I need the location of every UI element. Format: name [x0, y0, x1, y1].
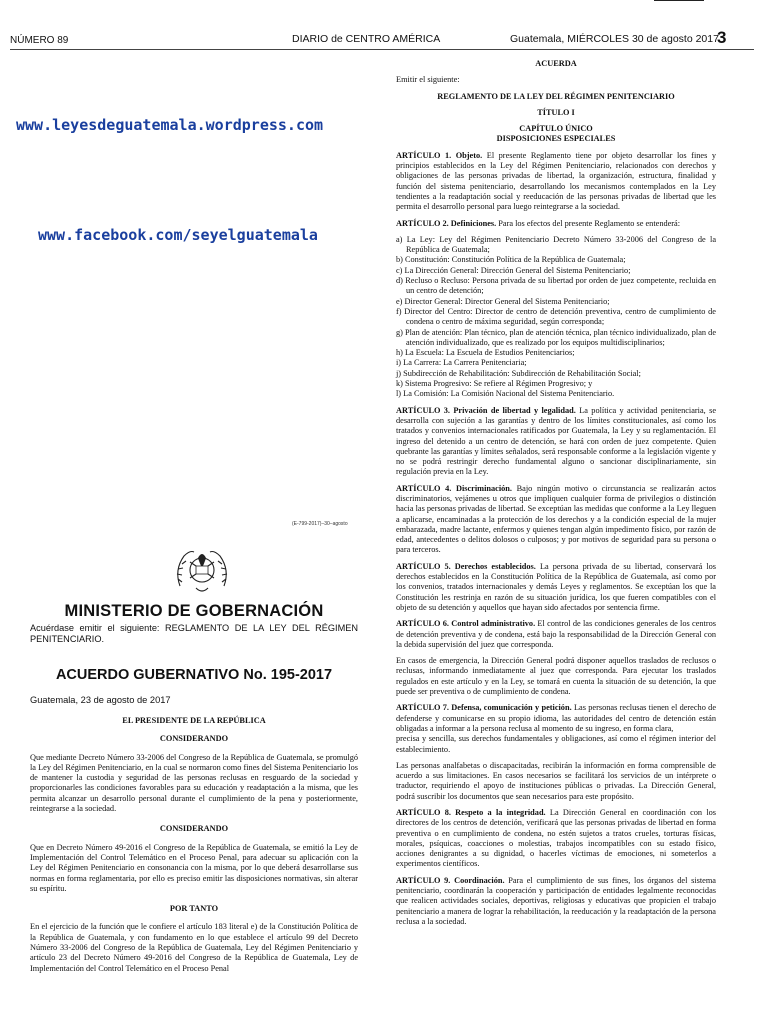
article-7-continuation: precisa y sencilla, sus derechos fundamentales y obligaciones, así como el régimen interior del establecimiento. — [396, 734, 716, 754]
page-header — [10, 28, 750, 49]
article-8-text: La Dirección General en coordinación con los directores de los centros de detención, verificará que las personas privadas de libertad en forma preventiva o en cumplimiento de condena, no estén sujetos a tratos crueles, torturas físicas, morales, psíquicas, coacciones o molestias, trabajos incompatibles con su estado físico, acciones denigrantes a su dignidad, o hacerles víctimas de emociones, ni someterlos a experimentos científicos. — [396, 808, 717, 869]
list-item: d) Recluso o Recluso: Persona privada de su libertad por orden de juez competente, recluida en un centro de detención; — [396, 276, 716, 296]
list-item: l) La Comisión: La Comisión Nacional del Sistema Penitenciario. — [396, 389, 615, 399]
capitulo-heading: CAPÍTULO ÚNICO — [519, 124, 593, 134]
article-3 — [396, 406, 716, 478]
article-2-text: Para los efectos del presente Reglamento se entenderá: — [498, 218, 681, 228]
article-5-heading: ARTÍCULO 5. Derechos establecidos. — [396, 561, 536, 571]
header-rule — [10, 49, 754, 50]
newspaper-name: DIARIO de CENTRO AMÉRICA — [292, 33, 441, 45]
considerando-2-heading: CONSIDERANDO — [159, 824, 229, 834]
article-1-heading: ARTÍCULO 1. Objeto. — [396, 150, 483, 160]
right-column-text — [396, 59, 716, 933]
article-6 — [396, 619, 716, 650]
blog-link[interactable]: www.leyesdeguatemala.wordpress.com — [16, 116, 324, 134]
ministry-subtitle: Acuérdase emitir el siguiente: REGLAMENTO DE LA LEY DEL RÉGIMEN PENITENCIARIO. — [30, 623, 358, 644]
list-item: f) Director del Centro: Director de centro de detención preventiva, centro de cumplimiento de condena o centro de máxima seguridad, según corresponda; — [396, 306, 716, 327]
considerando-1-heading: CONSIDERANDO — [159, 734, 229, 744]
article-7-paragraph-2: Las personas analfabetas o discapacitadas, recibirán la información en forma comprensible de acuerdo a sus limitaciones. En casos necesarios se facilitará los servicios de un intérprete o traductor, requiriendo el apoyo de instituciones públicas o privadas. La Dirección General, podrá suscribir los documentos que sean necesarios para este propósito. — [396, 760, 716, 801]
acuerdo-date: Guatemala, 23 de agosto de 2017 — [30, 695, 171, 705]
ministry-block — [30, 602, 358, 645]
list-item: b) Constitución: Constitución Política de la República de Guatemala; — [396, 255, 626, 265]
por-tanto-heading: POR TANTO — [169, 904, 219, 914]
article-3-text: La política y actividad penitenciaria, se desarrolla con sujeción a las garantías y dentro de los límites constitucionales, así como los tratados y convenios internacionales ratificados por Guatemala, la Ley y su reglamentación. El ingreso del detenido a un centro de detención, se hará con orden de juez competente. Quien quebrante las garantías y límites señalados, será responsable conforme a la legislación vigente y no se podrá restringir derecho fundamental alguno o sancionar disciplinariamente, sin regulación previa en la Ley. — [396, 405, 717, 477]
president-heading: EL PRESIDENTE DE LA REPÚBLICA — [122, 716, 266, 725]
issue-number: NÚMERO 89 — [10, 35, 69, 46]
publication-reference: (E-799-2017)–30–agosto — [292, 521, 348, 527]
list-item: j) Subdirección de Rehabilitación: Subdirección de Rehabilitación Social; — [396, 368, 641, 378]
emitir-text: Emitir el siguiente: — [396, 75, 460, 85]
reglamento-heading: REGLAMENTO DE LA LEY DEL RÉGIMEN PENITENCIARIO — [437, 91, 675, 101]
article-7 — [396, 703, 716, 734]
article-6-heading: ARTÍCULO 6. Control administrativo. — [396, 619, 536, 629]
list-item: h) La Escuela: La Escuela de Estudios Penitenciarios; — [396, 348, 575, 358]
list-item: e) Director General: Director General del Sistema Penitenciario; — [396, 296, 610, 306]
article-8-heading: ARTÍCULO 8. Respeto a la integridad. — [396, 808, 546, 817]
list-item: k) Sistema Progresivo: Se refiere al Régimen Progresivo; y — [396, 379, 593, 389]
titulo-heading: TÍTULO I — [537, 107, 575, 117]
article-9-text: Para el cumplimiento de sus fines, los órganos del sistema penitenciario, coordinarán la cooperación y participación de entidades legalmente reconocidas que realicen actividades sociales, deportivas, religiosas y educativas que propicien el trabajo penitenciario a manera de lograr la rehabilitación, la reeducación y la readaptación de la persona reclusa a la sociedad. — [396, 875, 716, 926]
list-item: g) Plan de atención: Plan técnico, plan de atención técnica, plan técnico individualizado, plan de atención individualizado, que es realizado por los equipos multidisciplinarios; — [396, 327, 716, 347]
considerando-2-text: Que en Decreto Número 49-2016 el Congreso de la República de Guatemala, se emitió la Ley de Implementación del Control Telemático en el Proceso Penal, para adecuar su aplicación con la Ley del Régimen Penitenciario en consonancia con la misma, por lo que deberá desarrollarse sus normas en forma reglamentaria, por ello es preciso emitir las disposiciones normativas, sin alterar su espíritu. — [30, 842, 358, 893]
issue-date: Guatemala, MIÉRCOLES 30 de agosto 2017 — [510, 33, 719, 45]
article-4 — [396, 484, 716, 556]
page-number: 3 — [717, 28, 727, 47]
definitions-list — [396, 235, 716, 400]
disposiciones-heading: DISPOSICIONES ESPECIALES — [496, 134, 616, 144]
article-9-heading: ARTÍCULO 9. Coordinación. — [396, 875, 505, 885]
article-6-paragraph-2: En casos de emergencia, la Dirección General podrá disponer aquellos traslados de reclusos o reclusas, informando inmediatamente al juez que corresponda. Para ejecutar los traslados regulados en este artículo y en la Ley, se tomará en cuenta la situación de su detención, la que puede ser preventiva o de cumplimiento de condena. — [396, 656, 716, 697]
article-2 — [396, 219, 716, 229]
por-tanto-text: En el ejercicio de la función que le confiere el artículo 183 literal e) de la Constitución Política de la República de Guatemala, y con fundamento en lo que establece el artículo 99 del Decreto Número 33-2006 del Congreso de la República de Guatemala, Ley del Régimen Penitenciario y artículo 23 del Decreto Número 49-2016 del Congreso de la República de Guatemala, Ley de Implementación del Control Telemático en el Proceso Penal — [30, 922, 358, 973]
acuerdo-title: ACUERDO GUBERNATIVO No. 195-2017 — [55, 667, 333, 683]
considerando-1-text: Que mediante Decreto Número 33-2006 del Congreso de la República de Guatemala, se promulgó la Ley del Régimen Penitenciario, en la cual se normaron como fines del Sistema Penitenciario los de mantener la custodia y seguridad de las personas reclusas en resguardo de la sociedad y proporcionarles las condiciones favorables para su educación y readaptación a la misma, que les permita alcanzar un desarrollo personal durante el cumplimiento de la pena y posteriormente, reintegrarse a la sociedad. — [30, 752, 358, 814]
article-6-text: El control de las condiciones generales de los centros de detención preventiva y de condena, está bajo la responsabilidad de la Dirección General con la debida supervisión del juez que corresponda. — [396, 619, 716, 649]
article-8 — [396, 808, 716, 870]
article-1-text: El presente Reglamento tiene por objeto desarrollar los fines y principios establecidos en la Ley del Régimen Penitenciario, relacionados con derechos y obligaciones de las personas privadas de libertad, la organización, estructura, finalidad y función del sistema penitenciario, desarrollando los mecanismos contemplados en la Ley tendientes a la readaptación social y reeducación de las personas privadas de libertad que les permita el desarrollo personal para luego reintegrarse a la sociedad. — [396, 150, 716, 212]
top-edge-line — [654, 0, 704, 1]
article-3-heading: ARTÍCULO 3. Privación de libertad y legalidad. — [396, 405, 576, 415]
article-7-heading: ARTÍCULO 7. Defensa, comunicación y petición. — [396, 703, 572, 713]
guatemala-coat-of-arms-icon — [170, 542, 234, 598]
acuerda-heading: ACUERDA — [535, 59, 577, 68]
article-7-text: Las personas reclusas tienen el derecho de defenderse y comunicarse en su propio idioma, las autoridades del centro de detención están obligadas a informar a la persona reclusa al momento de su ingreso, en forma clara, — [396, 703, 717, 733]
left-column-text — [30, 716, 358, 980]
article-4-heading: ARTÍCULO 4. Discriminación. — [396, 483, 512, 493]
list-item: a) La Ley: Ley del Régimen Penitenciario Decreto Número 33-2006 del Congreso de la República de Guatemala; — [396, 234, 716, 255]
article-2-heading: ARTÍCULO 2. Definiciones. — [396, 218, 497, 228]
article-4-text: Bajo ningún motivo o circunstancia se realizarán actos discriminatorios, vejámenes u otros que impliquen cualquier forma de privilegios o distinción hacia las personas privadas de libertad. Se exceptúan las medidas que conforme a la Ley lleguen a aplicarse, encaminadas a la protección de los derechos y a la condición especial de la mujer embarazada, madre lactante, enfermos y quienes tengan algún impedimento físico, por razón de edad, antecedentes o delitos dolosos o culposos; y por motivos de seguridad para su persona o para terceros. — [396, 483, 716, 555]
article-5-text: La persona privada de su libertad, conservará los derechos establecidos en la Constitución Política de la República de Guatemala, así como por los convenios, tratados internacionales y demás Leyes y reglamentos. Se exceptúan los que la Constitución les restrinja en razón de su situación jurídica, los que fueren compatibles con el objeto de su detención y aquellos que hayan sido afectados por sentencia firme. — [396, 561, 717, 612]
list-item: i) La Carrera: La Carrera Penitenciaria; — [396, 358, 527, 368]
article-9 — [396, 876, 716, 927]
ministry-title: MINISTERIO DE GOBERNACIÓN — [64, 602, 324, 620]
facebook-link[interactable]: www.facebook.com/seyelguatemala — [38, 226, 318, 244]
list-item: c) La Dirección General: Dirección General del Sistema Penitenciario; — [396, 265, 631, 275]
article-1 — [396, 151, 716, 213]
article-5 — [396, 562, 716, 613]
